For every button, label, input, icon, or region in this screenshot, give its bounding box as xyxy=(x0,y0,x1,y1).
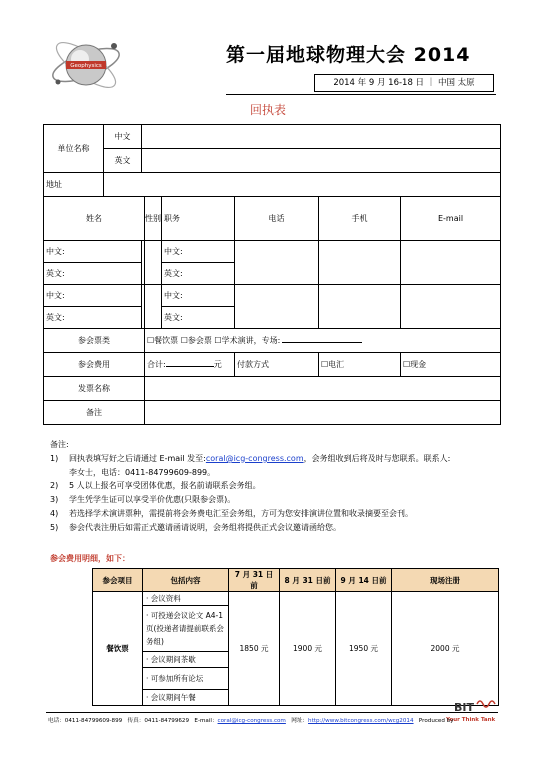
fee-content: · 会议期间茶歇 xyxy=(143,652,229,668)
fee-price: 2000 元 xyxy=(392,592,499,706)
fee-content: · 会议资料 xyxy=(143,592,229,606)
footer-phone: 电话：0411-84799609-899 xyxy=(48,718,123,724)
remarks-field[interactable] xyxy=(145,401,501,425)
address-field[interactable] xyxy=(104,173,501,197)
note-contact: 李女士，电话：0411-84799609-899。 xyxy=(69,467,216,477)
total-underline[interactable] xyxy=(166,366,214,367)
footer-produced-by: Produced by xyxy=(418,718,454,724)
note-number: 1) xyxy=(50,453,59,463)
attendee1-gender[interactable] xyxy=(145,241,162,285)
attendee2-position-cn[interactable]: 中文: xyxy=(162,285,235,307)
attendee1-cn[interactable]: 中文: xyxy=(44,241,142,263)
total-label: 合计: xyxy=(147,360,166,369)
attendee2-mobile[interactable] xyxy=(319,285,401,329)
cash-option[interactable]: ☐现金 xyxy=(401,353,501,377)
fee-total-field[interactable] xyxy=(145,353,235,377)
wire-option[interactable]: ☐电汇 xyxy=(319,353,401,377)
attendee1-mobile[interactable] xyxy=(319,241,401,285)
remarks-label: 备注 xyxy=(44,401,145,425)
invoice-field[interactable] xyxy=(145,377,501,401)
invoice-label: 发票名称 xyxy=(44,377,145,401)
attendee2-gender[interactable] xyxy=(145,285,162,329)
unit-name-cn-field[interactable] xyxy=(142,125,501,149)
mobile-header: 手机 xyxy=(319,197,401,241)
gender-header: 性别 xyxy=(145,197,162,241)
attendee1-email[interactable] xyxy=(401,241,501,285)
fee-header: 9 月 14 日前 xyxy=(336,569,392,592)
attendee1-en[interactable]: 英文: xyxy=(44,263,142,285)
phone-header: 电话 xyxy=(235,197,319,241)
session-underline[interactable] xyxy=(282,342,362,343)
note-text: 若选择学术演讲票种，需提前将会务费电汇至会务组，方可为您安排演讲位置和收录摘要至会刊。 xyxy=(69,508,413,518)
fee-label: 参会费用 xyxy=(44,353,145,377)
note-number: 5) xyxy=(50,522,59,532)
footer-email-label: E-mail： xyxy=(194,718,218,724)
reply-form-table xyxy=(43,124,501,425)
attendee2-email[interactable] xyxy=(401,285,501,329)
note-text: 学生凭学生证可以享受半价优惠(只限参会票)。 xyxy=(69,495,236,505)
notes-section xyxy=(50,438,500,535)
email-header: E-mail xyxy=(401,197,501,241)
fee-header: 参会项目 xyxy=(93,569,143,592)
unit-name-cn-label: 中文 xyxy=(104,125,142,149)
header-divider xyxy=(226,94,496,95)
fee-item: 餐饮票 xyxy=(93,592,143,706)
footer-email-link[interactable]: coral@icg-congress.com xyxy=(217,718,286,724)
note-text: 5 人以上报名可享受团体优惠，报名前请联系会务组。 xyxy=(69,481,261,491)
svg-text:BIT: BIT xyxy=(454,701,474,714)
fee-header: 7 月 31 日前 xyxy=(229,569,280,592)
yuan-label: 元 xyxy=(213,360,222,369)
note-text: 回执表填写好之后请通过 E-mail 发至: xyxy=(69,453,206,463)
fee-caption: 参会费用明细，如下： xyxy=(50,554,130,563)
footer-fax: 传真：0411-84799629 xyxy=(127,718,190,724)
attendee1-position-en[interactable]: 英文: xyxy=(162,263,235,285)
address-label: 地址 xyxy=(44,173,104,197)
unit-name-en-label: 英文 xyxy=(104,149,142,173)
fee-table xyxy=(92,568,499,706)
footer-web-label: 网址： xyxy=(291,718,309,724)
attendee1-phone[interactable] xyxy=(235,241,319,285)
fee-content: · 可投递会议论文 A4-1 页(投递者请提前联系会务组) xyxy=(143,606,229,652)
attendee1-position-cn[interactable]: 中文: xyxy=(162,241,235,263)
fee-content: · 会议期间午餐 xyxy=(143,690,229,706)
date-location-box: 2014 年 9 月 16-18 日 ｜ 中国 太原 xyxy=(314,74,494,92)
footer-divider xyxy=(46,712,498,713)
name-header: 姓名 xyxy=(44,197,145,241)
note-item xyxy=(50,521,500,535)
page-title: 第一届地球物理大会 2014 xyxy=(226,44,471,66)
attendee2-phone[interactable] xyxy=(235,285,319,329)
ticket-options-text[interactable]: ☐餐饮票 ☐参会票 ☐学术演讲，专场: xyxy=(147,336,281,345)
unit-name-label: 单位名称 xyxy=(44,125,104,173)
ticket-type-label: 参会票类 xyxy=(44,329,145,353)
note-text: 参会代表注册后如需正式邀请函请说明，会务组将提供正式会议邀请函给您。 xyxy=(69,522,341,532)
fee-header: 现场注册 xyxy=(392,569,499,592)
footer-url-link[interactable]: http://www.bitcongress.com/wcg2014 xyxy=(308,718,414,724)
attendee2-en[interactable]: 英文: xyxy=(44,307,142,329)
notes-heading: 备注: xyxy=(50,440,69,449)
footer-contact xyxy=(48,716,454,724)
note-number: 2) xyxy=(50,481,59,491)
svg-text:Geophysics: Geophysics xyxy=(70,63,102,69)
fee-content: · 可参加所有论坛 xyxy=(143,668,229,690)
note-item xyxy=(50,507,500,521)
position-header: 职务 xyxy=(162,197,235,241)
note-text: ，会务组收到后将及时与您联系。联系人: xyxy=(303,453,451,463)
payment-method-label: 付款方式 xyxy=(235,353,319,377)
fee-price: 1900 元 xyxy=(280,592,336,706)
note-item xyxy=(50,479,500,493)
fee-price: 1950 元 xyxy=(336,592,392,706)
attendee2-cn[interactable]: 中文: xyxy=(44,285,142,307)
fee-header: 包括内容 xyxy=(143,569,229,592)
note-number: 4) xyxy=(50,508,59,518)
fee-header: 8 月 31 日前 xyxy=(280,569,336,592)
note-number: 3) xyxy=(50,495,59,505)
form-title: 回执表 xyxy=(250,103,287,117)
contact-email-link[interactable]: coral@icg-congress.com xyxy=(205,453,304,463)
note-item xyxy=(50,452,500,480)
unit-name-en-field[interactable] xyxy=(142,149,501,173)
ticket-type-options[interactable] xyxy=(145,329,501,353)
fee-price: 1850 元 xyxy=(229,592,280,706)
congress-logo xyxy=(48,32,124,96)
attendee2-position-en[interactable]: 英文: xyxy=(162,307,235,329)
note-item xyxy=(50,493,500,507)
svg-text:Your Think Tank: Your Think Tank xyxy=(446,717,496,723)
